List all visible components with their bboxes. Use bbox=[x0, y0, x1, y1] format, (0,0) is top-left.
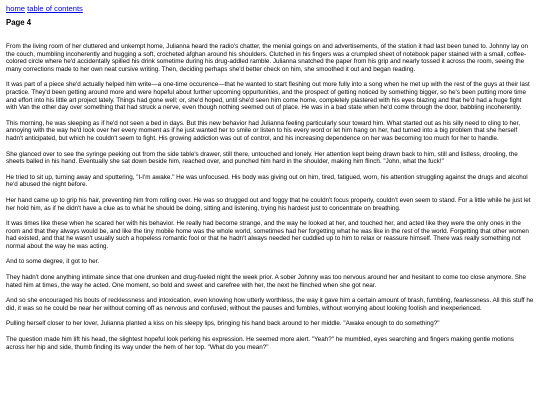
paragraph-1: From the living room of her cluttered and unkempt home, Julianna heard the radio's chatter, the menial goings on and advertisements, of the station it had last been tuned to. Johnny lay on the couch, mumbling incoherently and hugging a soft, crocheted afghan around his shoulders. Clutched in his fingers was a crumpled sheet of notebook paper stained with a small, coffee-colored circle where he'd accidentally spilled his drink sometime during his drug-addled ramble. Julianna snatched the paper from his grip and nearly tossed it across the room, seeing the many corrections made to her own neat cursive writing. Then, deciding perhaps she'd better check on him, she smoothed it out and began reading. bbox=[6, 43, 529, 73]
paragraph-10: And so she encouraged his bouts of recklessness and intoxication, even knowing how utterly worthless, the way it gave him a certain amount of brash, fumbling, fearlessness. All this stuff he did, it was so he could be near her without coming off as nervous and confused, without the pauses and fumbles, without worrying about looking foolish and inexperienced. bbox=[6, 297, 534, 312]
paragraph-4: She glanced over to see the syringe peeking out from the side table's drawer, still there, untouched and lonely. Her attention kept being drawn back to him, still and listless, drooling, the sheets balled in his hand. Eventually she sat down beside him, reached over, and punched him hard in the shoulder, making him flinch. "John, what the fuck!" bbox=[6, 150, 518, 166]
top-navigation bbox=[6, 4, 534, 13]
paragraph-7: It was times like these when he scared her with his behavior. He really had become strange, and the way he looked at her, and touched her, and acted like they were the only ones in the room and that they always would be, and like the tiny mobile home was the whole world, sometimes had her forgetting what he was like in the rest of the world. Forgetting that other women had existed, and that he wasn't usually such a hopeless romantic fool or that he hadn't always needed her cuddled up to him to relax or reassure himself. There was really something not normal about the way he was acting. bbox=[6, 220, 529, 250]
paragraph-6: Her hand came up to grip his hair, preventing him from rolling over. He was so drugged out and foggy that he couldn't focus properly, couldn't even seem to stand. For a little while he just let her hold him, as if he didn't have a clue as to what he should be doing, sitting and listening, trying his hardest just to concentrate on breathing. bbox=[6, 196, 531, 212]
paragraph-3: This morning, he was sleeping as if he'd not seen a bed in days. But this new behavior had Julianna feeling particularly sour toward him. What started out as his silly need to cling to her, annoying with the way he'd look over her every moment as if he just wanted her to smile or listen to his every word or let him hang on her, had turned into a big problem that she herself hadn't anticipated, but which he couldn't seem to fight. His growing addiction was out of control, and his increasing dependence on her was becoming too much for her to handle. bbox=[6, 119, 520, 142]
paragraph-2: It was part of a piece she'd actually helped him write—a one-time occurence—that he wanted to start fleshing out more fully into a song when he met up with the rest of the guys at their last practice. They'd been getting around more and were hopeful about further upcoming oppurtunities, and the prospect of getting noticed by something bigger, so he's been putting more time and effort into his little art project lately. Things had gone well; or, she'd hoped, until she'd seen him come home, completely plastered with his eyes blazing and that he'd had a huge fight with Van the other day over something that had struck a nerve, even though nothing seemed out of place. He was in a bad state when he'd come through the door, babbling incoherently. bbox=[6, 81, 530, 112]
paragraph-11: Pulling herself closer to her lover, Julianna planted a kiss on his sleepy lips, bringing his hand back around to her middle. "Awake enough to do something?" bbox=[6, 320, 440, 328]
paragraph-5: He tried to sit up, turning away and sputtering, "I-I'm awake." He was unfocused. His body was giving out on him, tired, fatigued, worn, his attention struggling against the drugs and alcohol he'd abused the night before. bbox=[6, 173, 528, 189]
page-title: Page 4 bbox=[6, 18, 32, 27]
table-of-contents-link[interactable]: table of contents bbox=[27, 4, 83, 13]
home-link[interactable]: home bbox=[6, 4, 25, 13]
paragraph-12: The question made him lift his head, the slightest hopeful look perking his expression. He seemed more alert. "Yeah?" he mumbled, eyes searching and fingers making gentle motions across her hip and side, thumb finding its way under the hem of her top. "What do you mean?" bbox=[6, 336, 514, 351]
paragraph-9: They hadn't done anything intimate since that one drunken and drug-fueled night the week prior. A sober Johnny was too nervous around her and hesitant to come too close anymore. She hated him at times, the way he acted. One moment, so bold and sweet and carefree with her, the next he flinched when she got near. bbox=[6, 274, 526, 289]
paragraph-8: And to some degree, it got to her. bbox=[6, 258, 100, 266]
